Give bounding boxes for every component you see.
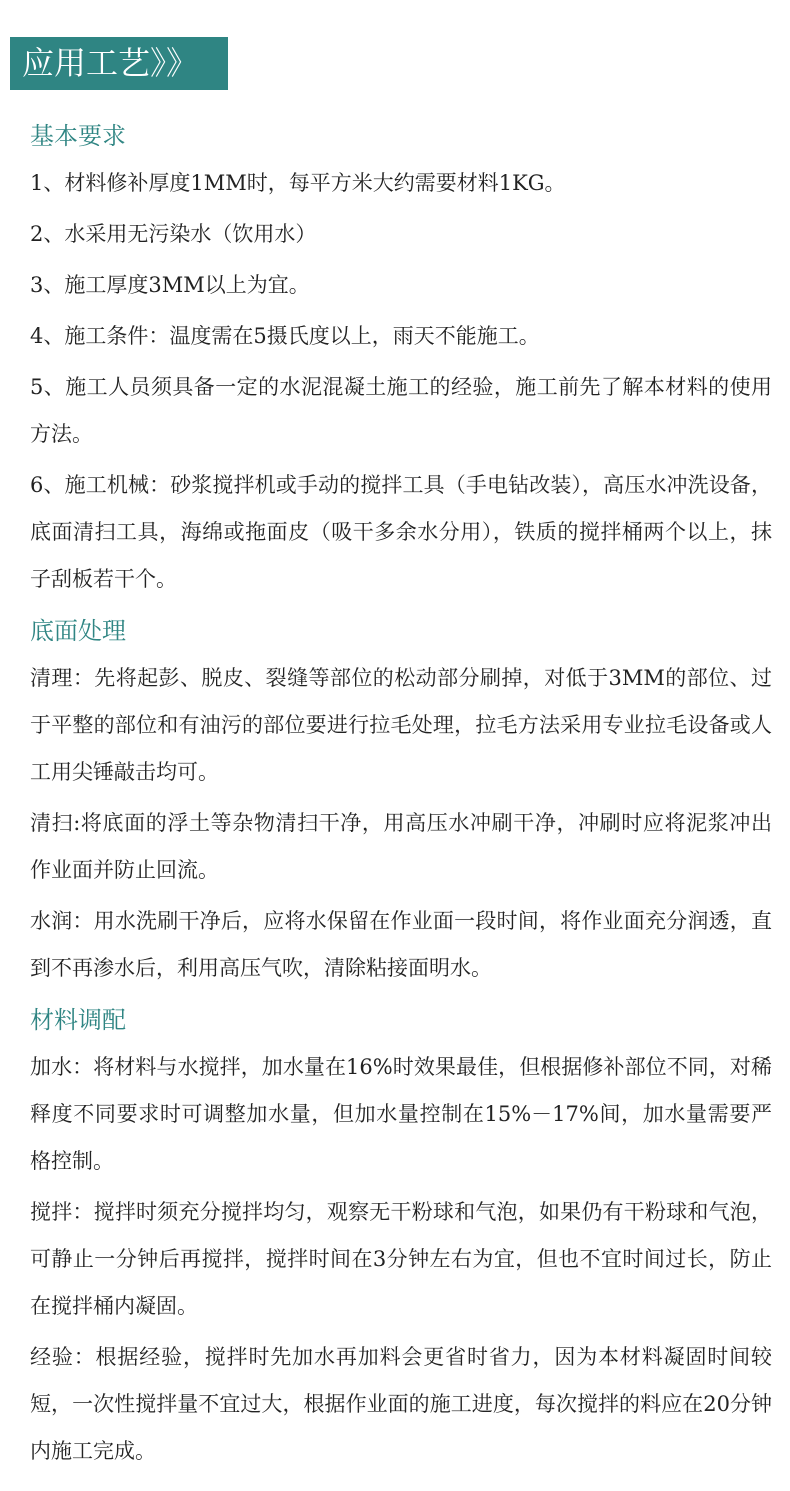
article-body bbox=[30, 112, 772, 1479]
paragraph: 4、施工条件：温度需在5摄氏度以上，雨天不能施工。 bbox=[30, 324, 540, 348]
paragraph: 搅拌：搅拌时须充分搅拌均匀，观察无干粉球和气泡，如果仍有干粉球和气泡，可静止一分钟后再搅拌，搅拌时间在3分钟左右为宜，但也不宜时间过长，防止在搅拌桶内凝固。 bbox=[30, 1200, 772, 1318]
paragraph: 2、水采用无污染水（饮用水） bbox=[30, 222, 317, 246]
paragraph: 经验：根据经验，搅拌时先加水再加料会更省时省力，因为本材料凝固时间较短，一次性搅拌量不宜过大，根据作业面的施工进度，每次搅拌的料应在20分钟内施工完成。 bbox=[30, 1345, 772, 1463]
section-heading: 材料调配 bbox=[30, 1006, 126, 1034]
paragraph: 6、施工机械：砂浆搅拌机或手动的搅拌工具（手电钻改装），高压水冲洗设备，底面清扫工具，海绵或拖面皮（吸干多余水分用），铁质的搅拌桶两个以上，抹子刮板若干个。 bbox=[30, 473, 772, 591]
paragraph: 清扫:将底面的浮土等杂物清扫干净，用高压水冲刷干净，冲刷时应将泥浆冲出作业面并防止回流。 bbox=[30, 811, 772, 882]
section-heading: 底面处理 bbox=[30, 617, 126, 645]
paragraph: 水润：用水洗刷干净后，应将水保留在作业面一段时间，将作业面充分润透，直到不再渗水后，利用高压气吹，清除粘接面明水。 bbox=[30, 909, 772, 980]
paragraph: 清理：先将起彭、脱皮、裂缝等部位的松动部分刷掉，对低于3MM的部位、过于平整的部位和有油污的部位要进行拉毛处理，拉毛方法采用专业拉毛设备或人工用尖锤敲击均可。 bbox=[30, 666, 772, 784]
section-material-mixing bbox=[30, 996, 772, 1475]
paragraph: 加水：将材料与水搅拌，加水量在16%时效果最佳，但根据修补部位不同，对稀释度不同要求时可调整加水量，但加水量控制在15%－17%间，加水量需要严格控制。 bbox=[30, 1055, 772, 1173]
banner-title: 应用工艺》》 bbox=[22, 44, 199, 82]
paragraph: 3、施工厚度3MM以上为宜。 bbox=[30, 273, 310, 297]
section-surface-treatment bbox=[30, 607, 772, 992]
section-heading: 基本要求 bbox=[30, 122, 126, 150]
section-basic-requirements bbox=[30, 112, 772, 603]
paragraph: 5、施工人员须具备一定的水泥混凝土施工的经验，施工前先了解本材料的使用方法。 bbox=[30, 375, 772, 446]
section-banner bbox=[10, 37, 228, 90]
paragraph: 1、材料修补厚度1MM时，每平方米大约需要材料1KG。 bbox=[30, 171, 566, 195]
